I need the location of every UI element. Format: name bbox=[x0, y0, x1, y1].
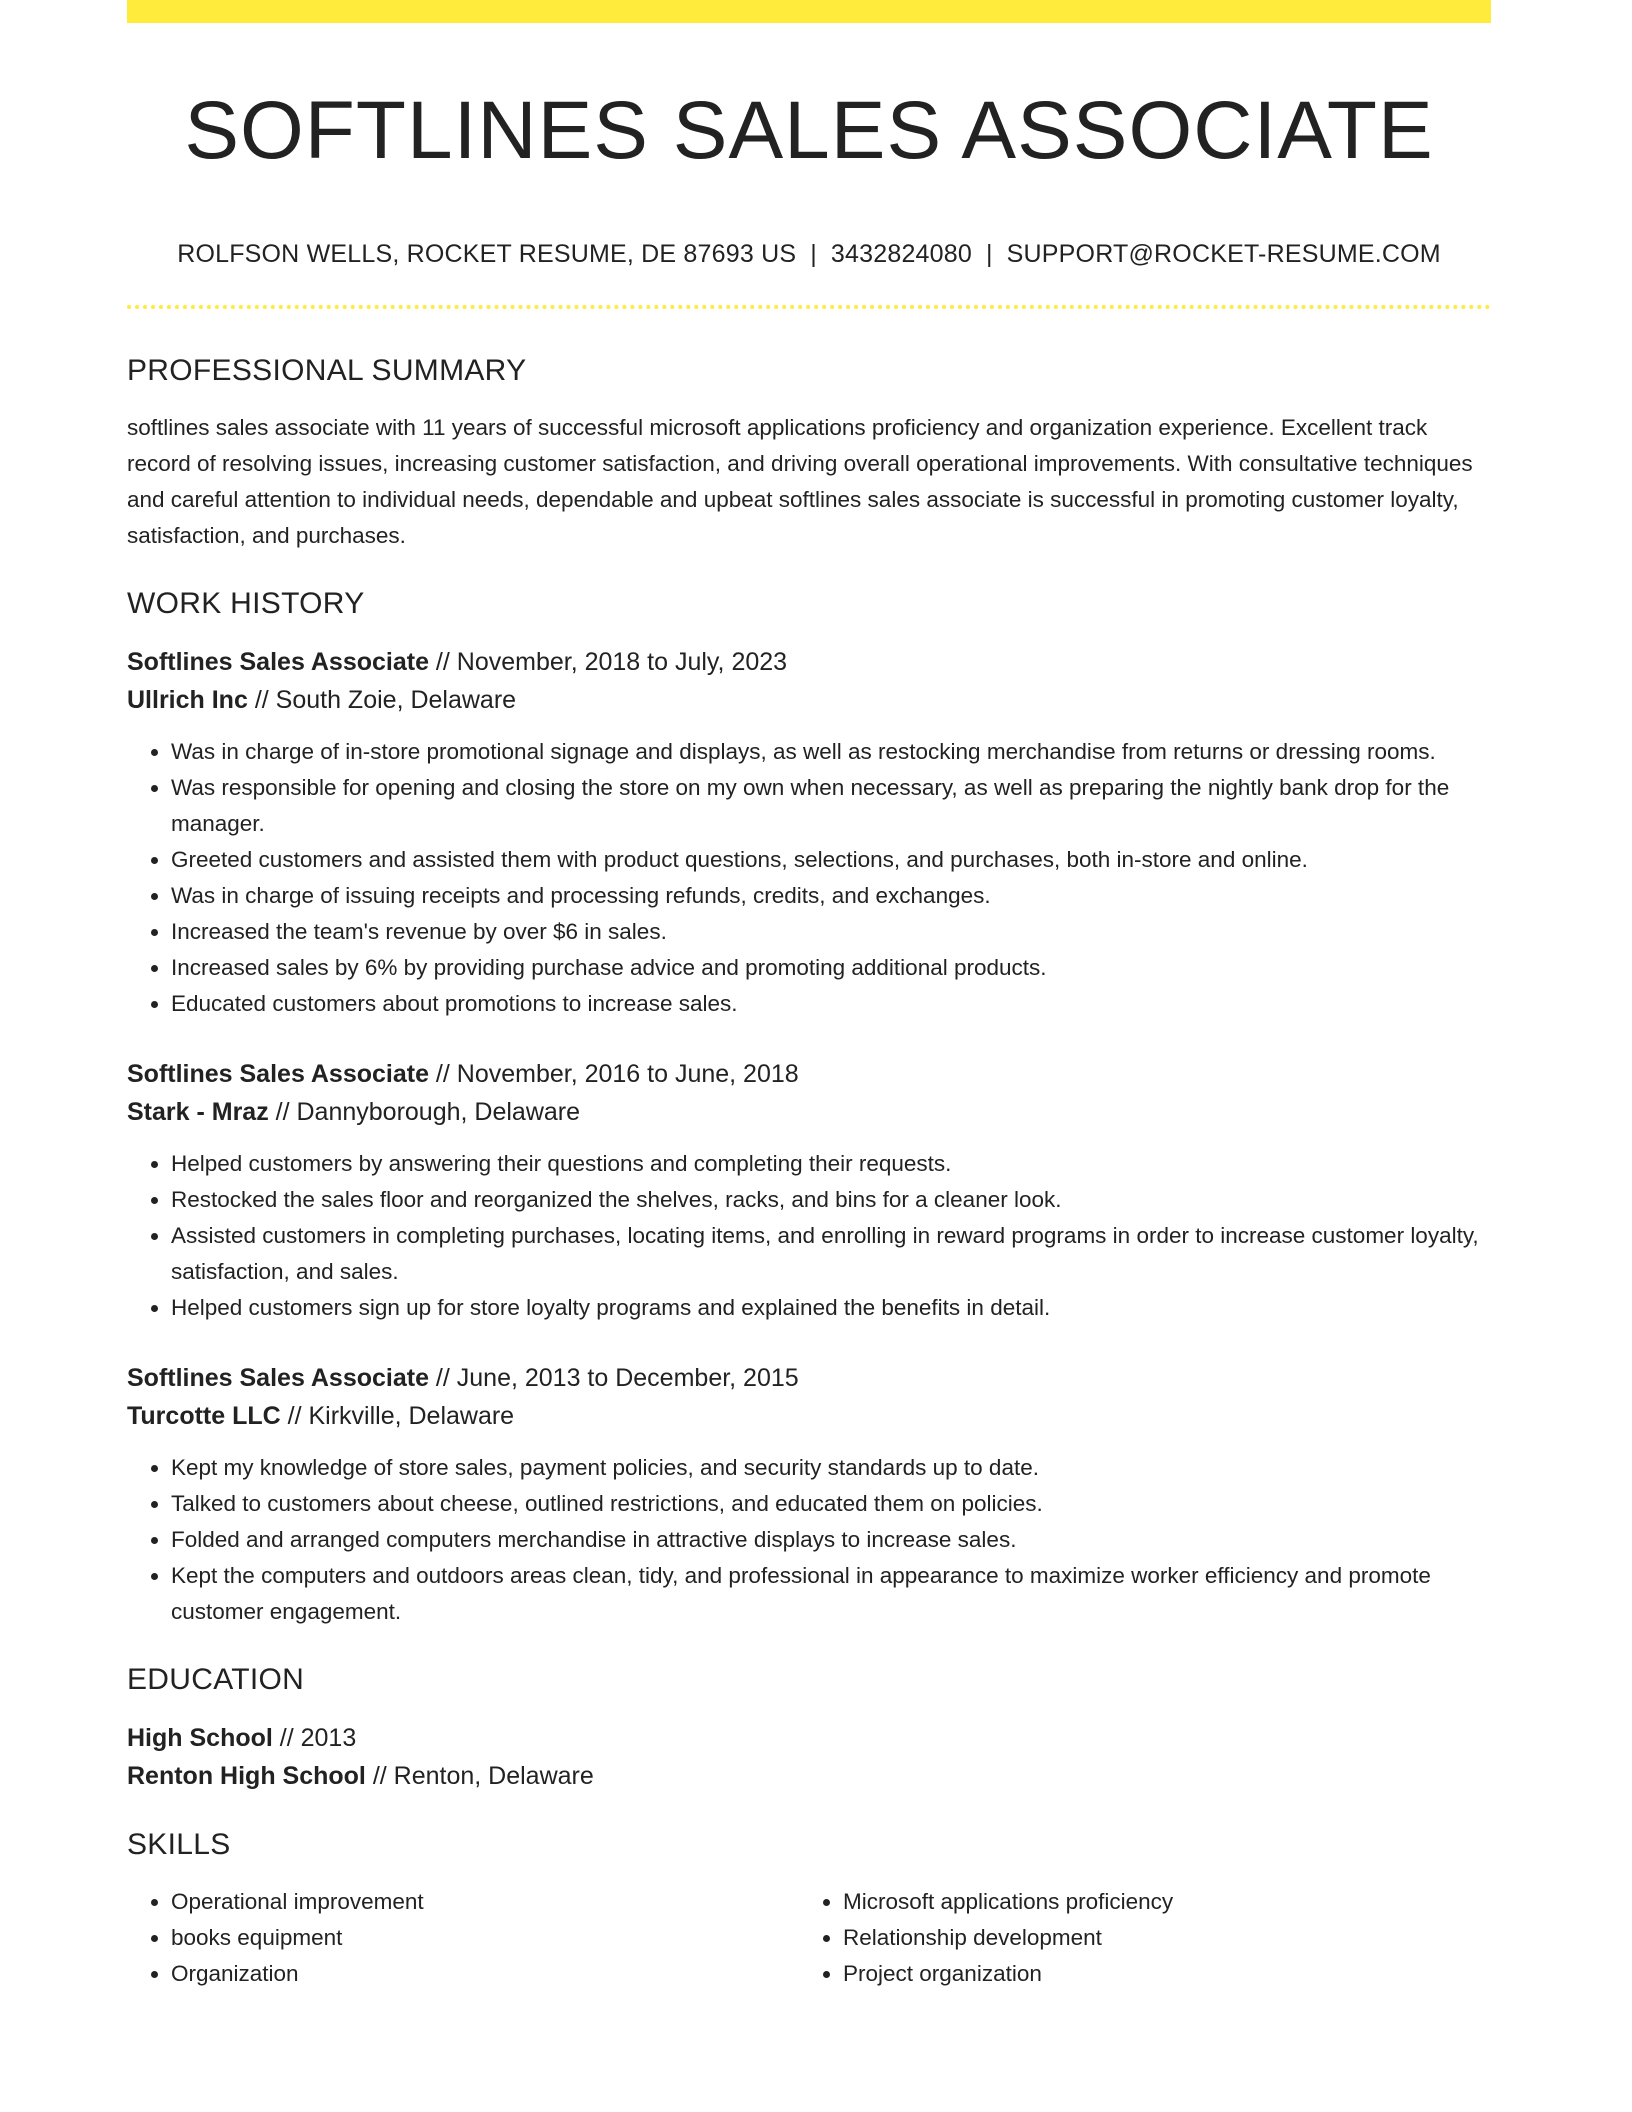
job-bullet: • Kept my knowledge of store sales, payment policies, and security standards up to date. bbox=[171, 1450, 1491, 1486]
contact-separator: | bbox=[985, 240, 993, 268]
education-heading: EDUCATION bbox=[127, 1663, 305, 1696]
job-bullet: • Greeted customers and assisted them with product questions, selections, and purchases, both in-store and online. bbox=[171, 842, 1491, 878]
job-bullet: • Folded and arranged computers merchandise in attractive displays to increase sales. bbox=[171, 1522, 1491, 1558]
job-dates: // November, 2018 to July, 2023 bbox=[428, 648, 788, 676]
job-bullet: • Was in charge of issuing receipts and processing refunds, credits, and exchanges. bbox=[171, 878, 1491, 914]
education-section bbox=[127, 1662, 1491, 1795]
skills-heading: SKILLS bbox=[127, 1828, 231, 1861]
job-company-line bbox=[127, 1397, 1491, 1435]
job-company: Stark - Mraz bbox=[127, 1098, 269, 1126]
contact-address: ROLFSON WELLS, ROCKET RESUME, DE 87693 US bbox=[177, 240, 797, 268]
work-history-heading: WORK HISTORY bbox=[127, 587, 365, 620]
job-bullets bbox=[127, 1146, 1491, 1326]
job-entry bbox=[127, 643, 1491, 1022]
job-company-line bbox=[127, 681, 1491, 719]
job-dates: // June, 2013 to December, 2015 bbox=[428, 1364, 799, 1392]
skills-column-left bbox=[127, 1884, 799, 1992]
education-year: // 2013 bbox=[272, 1724, 357, 1752]
job-bullet: • Was responsible for opening and closing the store on my own when necessary, as well as preparing the nightly bank drop for the manager. bbox=[171, 770, 1491, 842]
skills-columns bbox=[127, 1884, 1491, 1992]
job-bullet: • Assisted customers in completing purchases, locating items, and enrolling in reward programs in order to increase customer loyalty, satisfaction, and sales. bbox=[171, 1218, 1491, 1290]
education-school-line bbox=[127, 1757, 1491, 1795]
education-degree-line bbox=[127, 1719, 1491, 1757]
summary-heading: PROFESSIONAL SUMMARY bbox=[127, 354, 527, 387]
job-bullet: • Helped customers by answering their questions and completing their requests. bbox=[171, 1146, 1491, 1182]
job-bullet: • Kept the computers and outdoors areas clean, tidy, and professional in appearance to maximize worker efficiency and promote customer engagement. bbox=[171, 1558, 1491, 1630]
dotted-divider bbox=[127, 305, 1491, 309]
contact-separator: | bbox=[810, 240, 817, 268]
job-bullets bbox=[127, 734, 1491, 1022]
job-title-line bbox=[127, 1055, 1491, 1093]
education-school: Renton High School bbox=[127, 1762, 366, 1790]
education-location: // Renton, Delaware bbox=[365, 1762, 594, 1790]
contact-line bbox=[127, 238, 1491, 270]
job-company-line bbox=[127, 1093, 1491, 1131]
job-location: // Dannyborough, Delaware bbox=[268, 1098, 581, 1126]
job-bullet: • Talked to customers about cheese, outlined restrictions, and educated them on policies. bbox=[171, 1486, 1491, 1522]
job-bullets bbox=[127, 1450, 1491, 1630]
job-title-line bbox=[127, 643, 1491, 681]
job-location: // Kirkville, Delaware bbox=[280, 1402, 515, 1430]
education-degree: High School bbox=[127, 1724, 273, 1752]
job-entry bbox=[127, 1055, 1491, 1326]
job-title: Softlines Sales Associate bbox=[127, 648, 429, 676]
job-location: // South Zoie, Delaware bbox=[247, 686, 517, 714]
skills-column-right bbox=[799, 1884, 1471, 1992]
education-entry bbox=[127, 1719, 1491, 1795]
job-dates: // November, 2016 to June, 2018 bbox=[428, 1060, 799, 1088]
accent-top-bar bbox=[127, 0, 1491, 23]
job-title: Softlines Sales Associate bbox=[127, 1060, 429, 1088]
skills-section bbox=[127, 1827, 1491, 1992]
skills-list bbox=[799, 1884, 1471, 1992]
job-bullet: • Was in charge of in-store promotional signage and displays, as well as restocking merchandise from returns or dressing rooms. bbox=[171, 734, 1491, 770]
skill-item: • Relationship development bbox=[843, 1920, 1471, 1956]
job-bullet: • Increased the team's revenue by over $6 in sales. bbox=[171, 914, 1491, 950]
job-company: Turcotte LLC bbox=[127, 1402, 281, 1430]
summary-text: softlines sales associate with 11 years of successful microsoft applications proficiency and organization experience. Excellent track record of resolving issues, increasing customer satisfaction, and driving overall operational improvements. With consultative techniques and careful attention to individual needs, dependable and upbeat softlines sales associate is successful in promoting customer loyalty, satisfaction, and purchases. bbox=[127, 415, 1473, 548]
job-bullet: • Helped customers sign up for store loyalty programs and explained the benefits in detail. bbox=[171, 1290, 1491, 1326]
skill-item: • Project organization bbox=[843, 1956, 1471, 1992]
job-title: Softlines Sales Associate bbox=[127, 1364, 429, 1392]
job-bullet: • Educated customers about promotions to increase sales. bbox=[171, 986, 1491, 1022]
skill-item: • Operational improvement bbox=[171, 1884, 799, 1920]
skill-item: • books equipment bbox=[171, 1920, 799, 1956]
skill-item: • Organization bbox=[171, 1956, 799, 1992]
skills-list bbox=[127, 1884, 799, 1992]
skill-item: • Microsoft applications proficiency bbox=[843, 1884, 1471, 1920]
work-history-section bbox=[127, 586, 1491, 1630]
contact-email: SUPPORT@ROCKET-RESUME.COM bbox=[1006, 240, 1441, 268]
resume-name: SOFTLINES SALES ASSOCIATE bbox=[184, 85, 1434, 176]
job-company: Ullrich Inc bbox=[127, 686, 248, 714]
job-entry bbox=[127, 1359, 1491, 1630]
job-bullet: • Increased sales by 6% by providing purchase advice and promoting additional products. bbox=[171, 950, 1491, 986]
job-bullet: • Restocked the sales floor and reorganized the shelves, racks, and bins for a cleaner look. bbox=[171, 1182, 1491, 1218]
resume-content bbox=[127, 23, 1491, 1992]
contact-phone: 3432824080 bbox=[830, 240, 972, 268]
job-title-line bbox=[127, 1359, 1491, 1397]
